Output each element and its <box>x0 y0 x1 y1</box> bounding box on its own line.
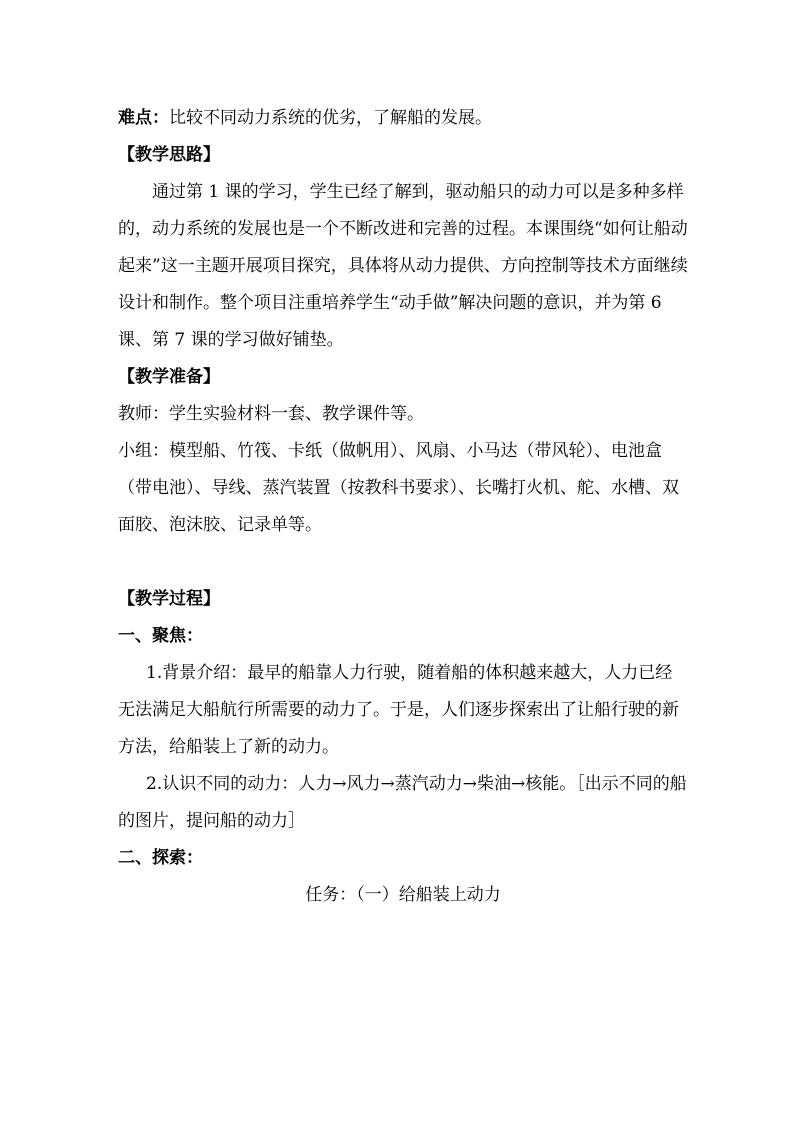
focus-heading: 一、聚焦： <box>118 626 203 646</box>
focus-item-1: 1.背景介绍：最早的船靠人力行驶，随着船的体积越来越大，人力已经无法满足大船航行所需要的动力了。于是，人们逐步探索出了让船行驶的新方法，给船装上了新的动力。 <box>118 663 679 757</box>
preparation-group: 小组：模型船、竹筏、卡纸（做帆用）、风扇、小马达（带风轮）、电池盒（带电池）、导线、蒸汽装置（按教科书要求）、长嘴打火机、舵、水槽、双面胶、泡沫胶、记录单等。 <box>118 441 679 535</box>
focus-item-2: 2.认识不同的动力：人力→风力→蒸汽动力→柴油→核能。［出示不同的船的图片，提问船的动力］ <box>118 774 687 831</box>
difficulty-text: 比较不同动力系统的优劣，了解船的发展。 <box>169 108 492 128</box>
document-body <box>118 100 688 914</box>
teaching-idea-paragraph: 通过第 1 课的学习，学生已经了解到，驱动船只的动力可以是多种多样的，动力系统的发展也是一个不断改进和完善的过程。本课围绕“如何让船动起来”这一主题开展项目探究，具体将从动力提供、方向控制等技术方面继续设计和制作。整个项目注重培养学生“动手做”解决问题的意识，并为第 6 课、第 7 课的学习做好铺垫。 <box>118 182 688 350</box>
preparation-heading: 【教学准备】 <box>118 367 220 387</box>
explore-heading: 二、探索： <box>118 848 203 868</box>
explore-task: 任务：（一）给船装上动力 <box>305 885 501 905</box>
section-spacer <box>118 544 688 581</box>
preparation-teacher: 教师：学生实验材料一套、教学课件等。 <box>118 404 424 424</box>
difficulty-label: 难点： <box>118 108 169 128</box>
process-heading: 【教学过程】 <box>118 589 220 609</box>
difficulty-line <box>118 100 688 137</box>
teaching-idea-heading: 【教学思路】 <box>118 145 220 165</box>
